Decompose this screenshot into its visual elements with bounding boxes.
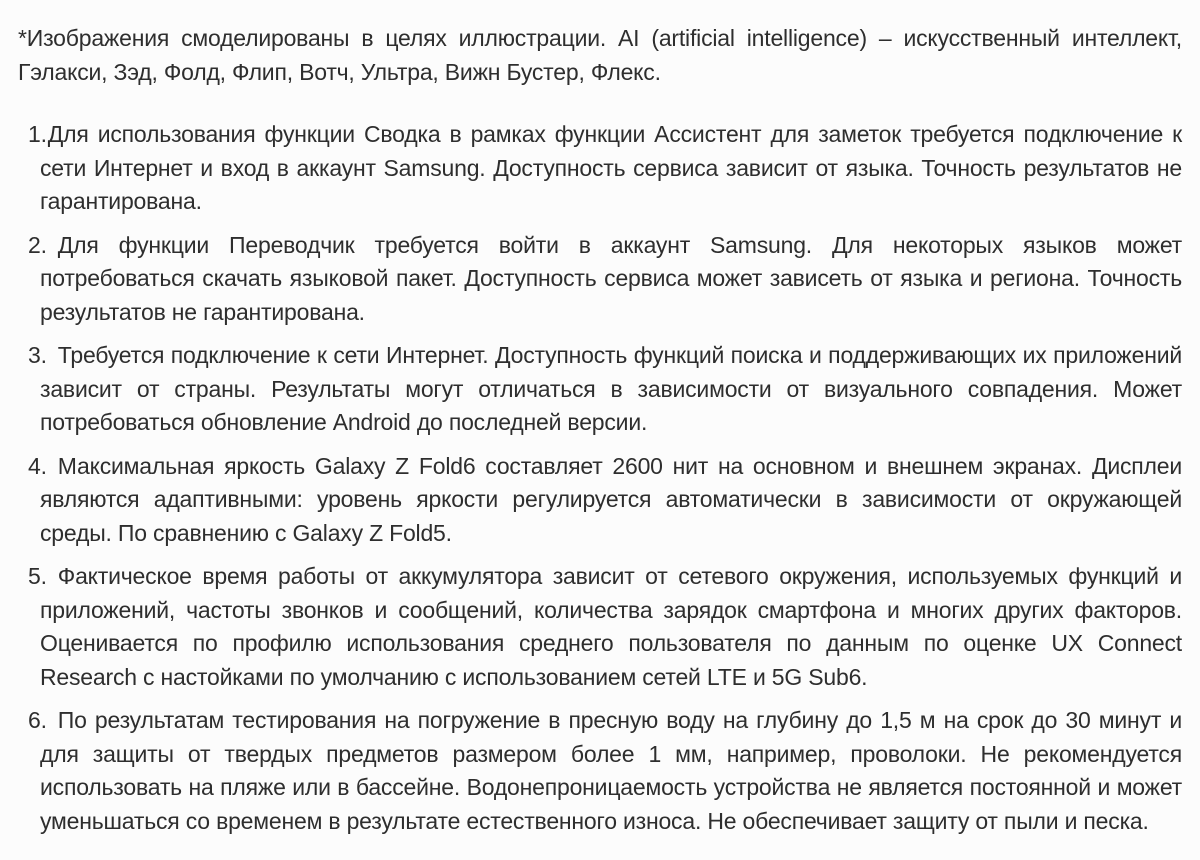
footnote-list (18, 118, 1182, 838)
footnote-4 (18, 450, 1182, 551)
footnote-2-number: 2. (28, 231, 47, 258)
footnote-1 (18, 118, 1182, 219)
disclaimer-intro: *Изображения смоделированы в целях иллюстрации. AI (artificial intelligence) – искусственный интеллект, Гэлакси, Зэд, Фолд, Флип, Вотч, Ультра, Вижн Бустер, Флекс. (18, 25, 1182, 85)
footnote-5-text: Фактическое время работы от аккумулятора зависит от сетевого окружения, используемых функций и приложений, частоты звонков и сообщений, количества зарядок смартфона и многих других факторов. Оценивается по профилю использования среднего пользователя по данным по оценке UX Connect Research с настойками по умолчанию с использованием сетей LTE и 5G Sub6. (40, 563, 1182, 690)
footnote-1-number: 1. (28, 121, 47, 147)
footnote-3 (18, 339, 1182, 440)
footnote-4-text: Максимальная яркость Galaxy Z Fold6 составляет 2600 нит на основном и внешнем экранах. Дисплеи являются адаптивными: уровень яркости регулируется автоматически в зависимости от окружающей среды. По сравнению с Galaxy Z Fold5. (40, 452, 1182, 546)
footnote-6 (18, 704, 1182, 838)
footnote-5-number: 5. (28, 563, 47, 589)
footnote-2-text: Для функции Переводчик требуется войти в аккаунт Samsung. Для некоторых языков может потребоваться скачать языковой пакет. Доступность сервиса может зависеть от языка и региона. Точность результатов не гарантирована. (40, 231, 1182, 325)
footnote-6-number: 6. (28, 707, 47, 733)
footnote-3-number: 3. (28, 342, 47, 368)
footnote-1-text: Для использования функции Сводка в рамках функции Ассистент для заметок требуется подключение к сети Интернет и вход в аккаунт Samsung. Доступность сервиса зависит от языка. Точность результатов не гарантирована. (40, 121, 1182, 214)
footnote-2 (18, 229, 1182, 330)
footnote-6-text: По результатам тестирования на погружение в пресную воду на глубину до 1,5 м на срок до 30 минут и для защиты от твердых предметов размером более 1 мм, например, проволоки. Не рекомендуется использовать на пляже или в бассейне. Водонепроницаемость устройства не является постоянной и может уменьшаться со временем в результате естественного износа. Не обеспечивает защиту от пыли и песка. (40, 707, 1182, 834)
footnote-5 (18, 560, 1182, 694)
footnote-3-text: Требуется подключение к сети Интернет. Доступность функций поиска и поддерживающих их приложений зависит от страны. Результаты могут отличаться в зависимости от визуального совпадения. Может потребоваться обновление Android до последней версии. (40, 342, 1182, 435)
footnote-4-number: 4. (28, 452, 47, 479)
